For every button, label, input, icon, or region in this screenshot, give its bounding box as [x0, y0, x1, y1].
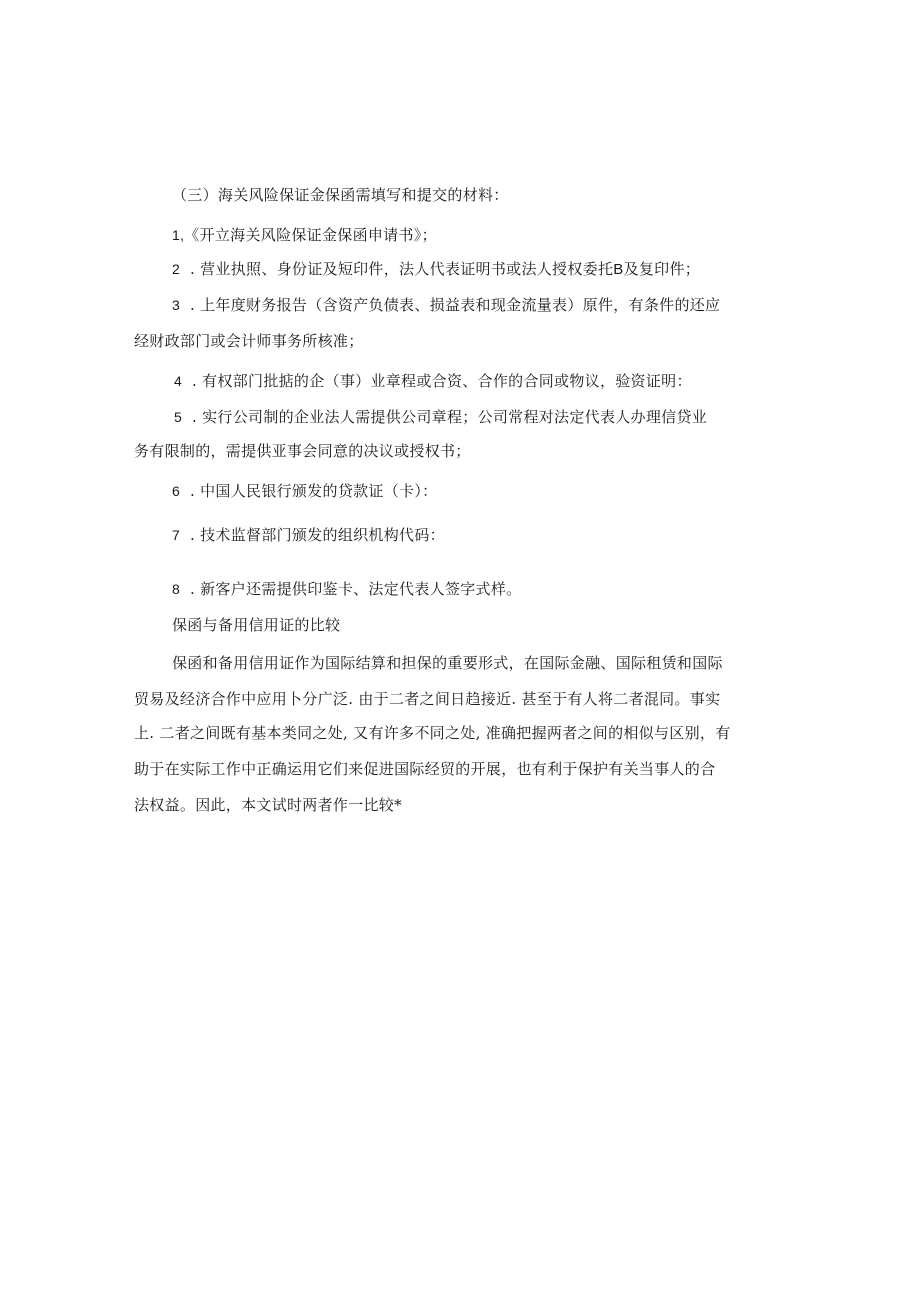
- comparison-heading: 保函与备用信用证的比较: [172, 616, 341, 634]
- item-number: 4: [174, 373, 183, 389]
- item-number: 1,: [172, 227, 185, 243]
- list-item-continuation: 经财政部门或会计师事务所核准；: [134, 332, 364, 350]
- item-text: . 新客户还需提供印鉴卡、法定代表人签字式样。: [190, 580, 522, 598]
- list-item-continuation: 务有限制的，需提供亚事会同意的决议或授权书；: [134, 442, 471, 460]
- item-text: . 有权部门批掂的企（事）业章程或合资、合作的合同或物议，验资证明：: [192, 372, 692, 390]
- item-number: 5: [174, 409, 183, 425]
- list-item: [172, 578, 521, 600]
- item-text: . 上年度财务报告（含资产负债表、损益表和现金流量表）原件，有条件的还应: [190, 296, 721, 314]
- item-text: 《开立海关风险保证金保函申请书》；: [184, 226, 437, 244]
- paragraph-line: 法权益。因此，本文试时两者作一比较*: [134, 796, 402, 814]
- list-item: [172, 224, 437, 246]
- paragraph-line: 贸易及经济合作中应用卜分广泛. 由于二者之间日趋接近. 甚至于有人将二者混同。事实: [134, 690, 721, 708]
- item-text-tail: 及复印件；: [623, 260, 701, 278]
- list-item: [172, 524, 445, 546]
- item-number: 2: [172, 261, 181, 277]
- section-heading: （三）海关风险保证金保函需填写和提交的材料：: [172, 186, 509, 204]
- paragraph-line: 保函和备用信用证作为国际结算和担保的重要形式，在国际金融、国际租赁和国际: [172, 654, 723, 672]
- list-item: [172, 258, 700, 281]
- list-item: [172, 294, 720, 316]
- item-number: 3: [172, 297, 181, 313]
- list-item: [174, 370, 692, 392]
- item-number: 7: [172, 527, 181, 543]
- list-item: [174, 406, 707, 428]
- item-text: . 中国人民银行颁发的贷款证（卡）：: [190, 482, 438, 500]
- item-number: 6: [172, 483, 181, 499]
- item-text-b: B: [613, 261, 624, 278]
- item-number: 8: [172, 581, 181, 597]
- paragraph-line: 助于在实际工作中正确运用它们来促进国际经贸的开展，也有利于保护有关当事人的合: [134, 760, 716, 778]
- item-text: . 营业执照、身份证及短印件，法人代表证明书或法人授权委托: [190, 260, 614, 278]
- item-text: . 技术监督部门颁发的组织机构代码：: [190, 526, 445, 544]
- list-item: [172, 480, 437, 502]
- paragraph-line: 上. 二者之间既有基本类同之处, 又有许多不同之处, 准确把握两者之间的相似与区别，有: [134, 724, 731, 742]
- item-text: . 实行公司制的企业法人需提供公司章程；公司常程对法定代表人办理信贷业: [192, 408, 708, 426]
